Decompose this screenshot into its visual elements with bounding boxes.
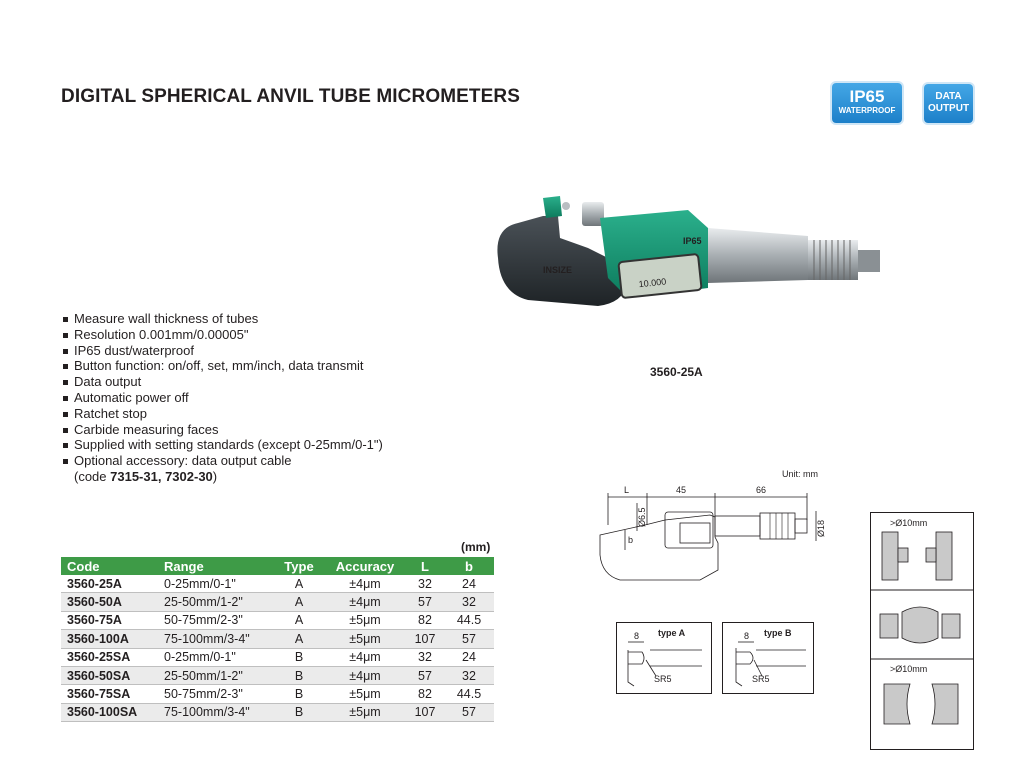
cell-accuracy: ±4μm: [324, 666, 406, 684]
page-title: DIGITAL SPHERICAL ANVIL TUBE MICROMETERS: [61, 86, 520, 107]
cell-l: 82: [406, 685, 444, 703]
cell-range: 0-25mm/0-1": [158, 648, 274, 666]
ip65-waterproof-badge: [832, 83, 902, 123]
cell-b: 24: [444, 648, 494, 666]
feature-item: Resolution 0.001mm/0.00005": [62, 327, 383, 343]
cell-accuracy: ±5μm: [324, 611, 406, 629]
cell-type: B: [274, 648, 324, 666]
cell-range: 75-100mm/3-4": [158, 630, 274, 648]
lcd-display: [618, 254, 701, 298]
dimension-l: L: [624, 485, 630, 495]
cell-b: 57: [444, 630, 494, 648]
cell-type: B: [274, 666, 324, 684]
cell-l: 57: [406, 666, 444, 684]
cell-b: 57: [444, 703, 494, 721]
col-header-range: Range: [158, 557, 274, 575]
type-a-dim-8: 8: [634, 631, 640, 641]
cell-accuracy: ±5μm: [324, 703, 406, 721]
brand-label: INSIZE: [543, 265, 573, 275]
thimble-barrel: [708, 228, 808, 283]
cell-code: 3560-50A: [61, 593, 158, 611]
micrometer-product-image: [488, 188, 888, 318]
col-header-l: L: [406, 557, 444, 575]
table-row: [61, 685, 494, 703]
dimension-6-5: Ø6.5: [637, 507, 647, 527]
cell-l: 82: [406, 611, 444, 629]
type-a-sr5: SR5: [654, 674, 672, 684]
type-b-dim-8: 8: [744, 631, 750, 641]
dimension-18: Ø18: [816, 519, 826, 537]
feature-item: Ratchet stop: [62, 406, 383, 422]
dimension-drawing: [590, 465, 840, 595]
cell-type: A: [274, 630, 324, 648]
ratchet-stop: [858, 250, 880, 272]
anvil-holder: [543, 196, 562, 218]
accessory-codes-prefix: (code: [74, 468, 111, 484]
cell-range: 50-75mm/2-3": [158, 611, 274, 629]
cell-code: 3560-100A: [61, 630, 158, 648]
table-row: [61, 575, 494, 593]
waterproof-badge-label: WATERPROOF: [838, 106, 896, 115]
table-row: [61, 611, 494, 629]
feature-item: Carbide measuring faces: [62, 422, 383, 438]
accessory-codes-values: 7315-31, 7302-30: [110, 468, 213, 484]
feature-item: Supplied with setting standards (except 0-25mm/0-1"): [62, 437, 383, 453]
lcd-reading: 10.000: [638, 276, 667, 290]
feature-item: Button function: on/off, set, mm/inch, data transmit: [62, 358, 383, 374]
table-unit-label: (mm): [461, 540, 491, 554]
accessory-codes: [62, 469, 383, 485]
feature-item: Automatic power off: [62, 390, 383, 406]
cell-range: 50-75mm/2-3": [158, 685, 274, 703]
data-badge-line2: OUTPUT: [927, 103, 970, 114]
cell-l: 32: [406, 575, 444, 593]
cell-b: 32: [444, 666, 494, 684]
cell-type: A: [274, 611, 324, 629]
col-header-code: Code: [61, 557, 158, 575]
product-model-caption: 3560-25A: [650, 365, 703, 379]
cell-type: B: [274, 703, 324, 721]
type-a-label: type A: [658, 628, 686, 638]
cell-accuracy: ±4μm: [324, 648, 406, 666]
feature-item: Data output: [62, 374, 383, 390]
cell-type: B: [274, 685, 324, 703]
cell-type: A: [274, 593, 324, 611]
feature-item: IP65 dust/waterproof: [62, 343, 383, 359]
cell-type: A: [274, 575, 324, 593]
cell-range: 25-50mm/1-2": [158, 593, 274, 611]
cell-accuracy: ±4μm: [324, 593, 406, 611]
type-b-detail: [722, 622, 814, 694]
dimension-45: 45: [676, 485, 687, 495]
cell-code: 3560-75A: [61, 611, 158, 629]
table-row: [61, 648, 494, 666]
feature-list: [62, 311, 383, 485]
cell-l: 107: [406, 630, 444, 648]
cell-b: 44.5: [444, 611, 494, 629]
spec-table: [61, 557, 494, 722]
cell-code: 3560-25SA: [61, 648, 158, 666]
diameter-label-bottom: >Ø10mm: [890, 664, 928, 674]
cell-code: 3560-100SA: [61, 703, 158, 721]
cell-b: 32: [444, 593, 494, 611]
table-row: [61, 630, 494, 648]
table-header-row: [61, 557, 494, 575]
type-a-detail: [616, 622, 712, 694]
data-badge-line1: DATA: [935, 91, 962, 102]
anvil-tip: [562, 202, 570, 210]
table-row: [61, 666, 494, 684]
type-b-sr5: SR5: [752, 674, 770, 684]
cell-code: 3560-75SA: [61, 685, 158, 703]
cell-b: 44.5: [444, 685, 494, 703]
feature-item: Measure wall thickness of tubes: [62, 311, 383, 327]
cell-l: 107: [406, 703, 444, 721]
dimension-66: 66: [756, 485, 767, 495]
type-b-label: type B: [764, 628, 792, 638]
cell-code: 3560-50SA: [61, 666, 158, 684]
col-header-type: Type: [274, 557, 324, 575]
dimension-b: b: [628, 535, 634, 545]
cell-accuracy: ±5μm: [324, 685, 406, 703]
cell-range: 75-100mm/3-4": [158, 703, 274, 721]
cell-accuracy: ±5μm: [324, 630, 406, 648]
cell-range: 25-50mm/1-2": [158, 666, 274, 684]
cell-accuracy: ±4μm: [324, 575, 406, 593]
cell-b: 24: [444, 575, 494, 593]
feature-item: Optional accessory: data output cable: [62, 453, 383, 469]
diameter-label-top: >Ø10mm: [890, 518, 928, 528]
ip65-badge-label: IP65: [849, 87, 885, 106]
application-diagrams: [870, 512, 974, 750]
cell-range: 0-25mm/0-1": [158, 575, 274, 593]
table-row: [61, 703, 494, 721]
data-output-badge: [924, 84, 973, 123]
unit-label: Unit: mm: [782, 469, 818, 479]
cell-l: 57: [406, 593, 444, 611]
accessory-codes-suffix: ): [212, 468, 218, 484]
table-row: [61, 593, 494, 611]
cell-l: 32: [406, 648, 444, 666]
cell-code: 3560-25A: [61, 575, 158, 593]
col-header-accuracy: Accuracy: [324, 557, 406, 575]
col-header-b: b: [444, 557, 494, 575]
ip65-housing-label: IP65: [683, 236, 702, 246]
